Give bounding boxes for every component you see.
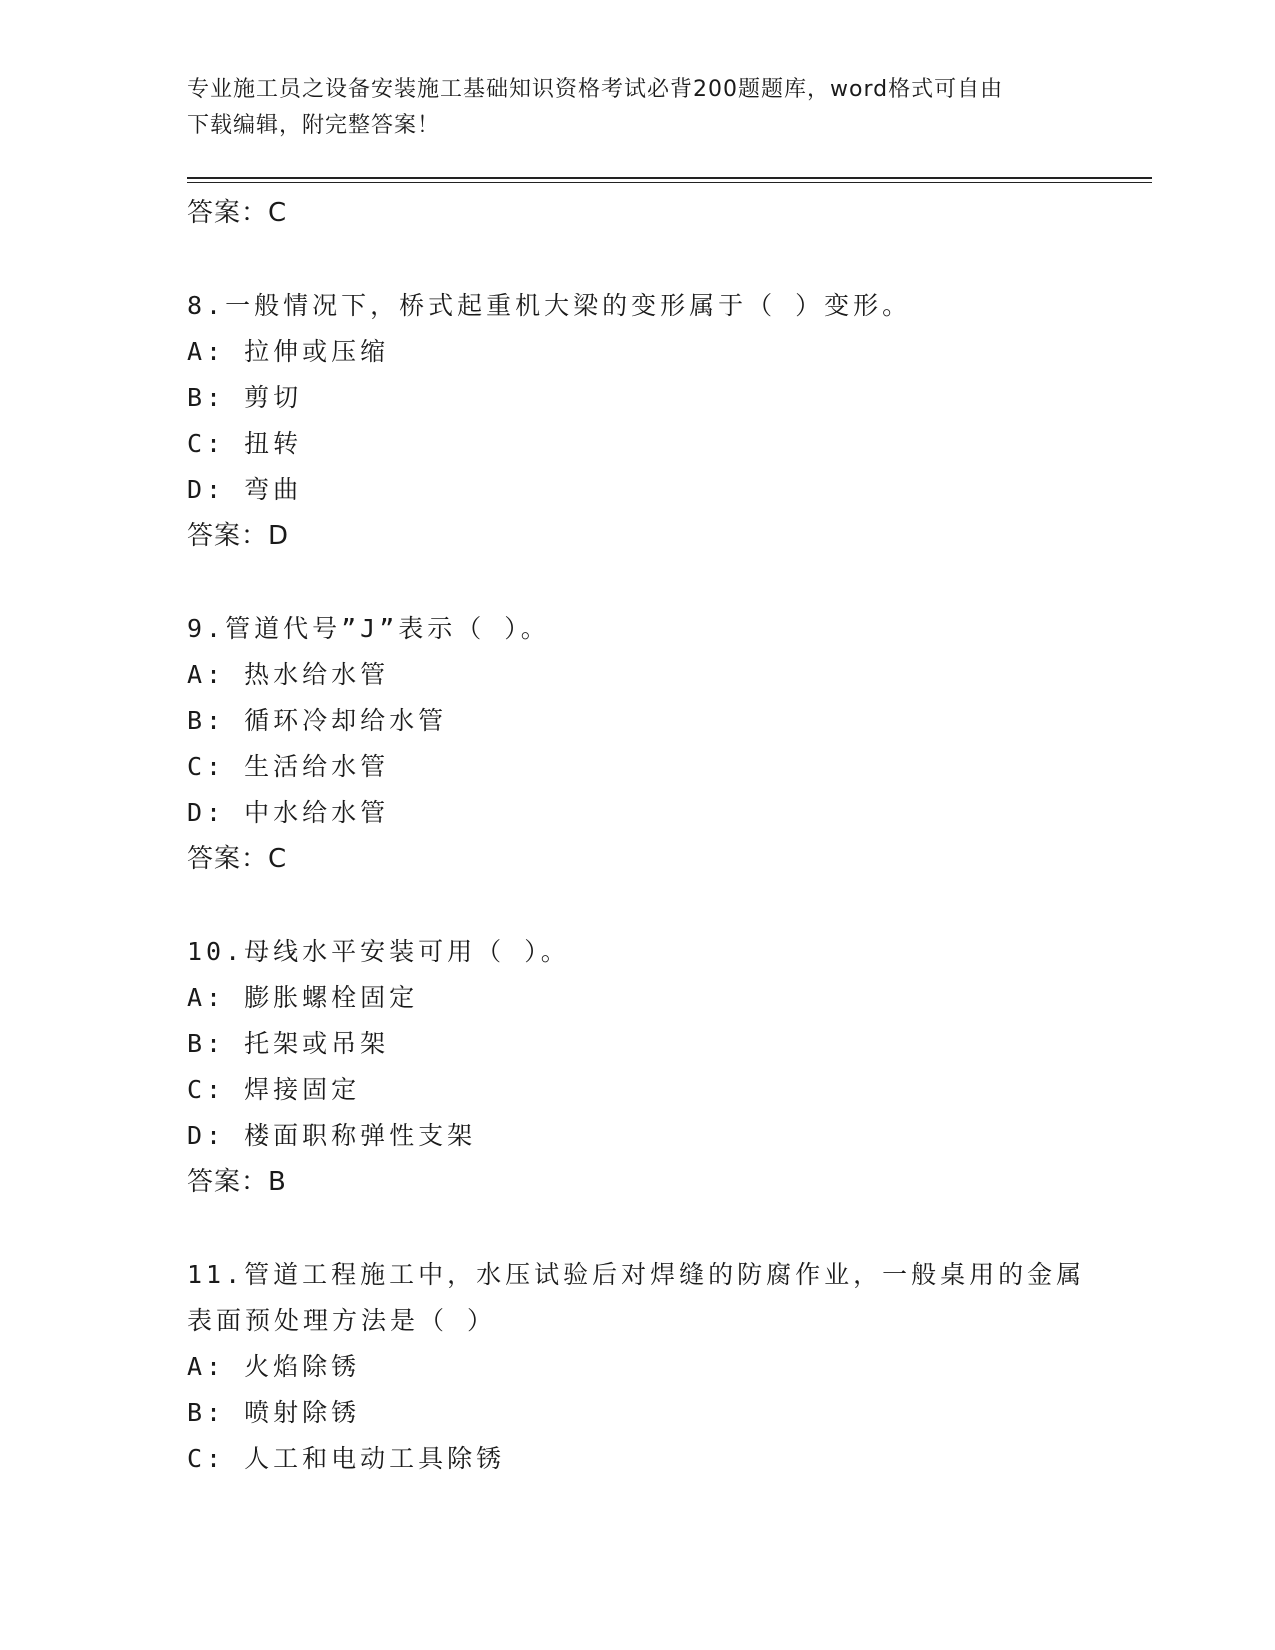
option-b: B: 托架或吊架 bbox=[187, 1029, 390, 1058]
option-c: C: 生活给水管 bbox=[187, 752, 390, 781]
answer-line: 答案：B bbox=[187, 1167, 287, 1197]
option-a: A: 膨胀螺栓固定 bbox=[187, 983, 419, 1012]
option-c: C: 焊接固定 bbox=[187, 1075, 361, 1104]
question-text: 9.管道代号”J”表示（ ）。 bbox=[187, 614, 550, 643]
option-b: B: 剪切 bbox=[187, 383, 303, 412]
document-header bbox=[187, 72, 1087, 144]
question-text-continued: 表面预处理方法是（ ） bbox=[187, 1306, 497, 1335]
option-b: B: 喷射除锈 bbox=[187, 1398, 361, 1427]
option-d: D: 弯曲 bbox=[187, 475, 303, 504]
question-text: 11.管道工程施工中，水压试验后对焊缝的防腐作业，一般桌用的金属 bbox=[187, 1260, 1086, 1289]
spacer bbox=[187, 559, 1152, 606]
question-list bbox=[187, 190, 1152, 1482]
question-text: 8.一般情况下，桥式起重机大梁的变形属于（ ）变形。 bbox=[187, 291, 912, 320]
option-a: A: 热水给水管 bbox=[187, 660, 390, 689]
header-line-2: 下载编辑，附完整答案！ bbox=[187, 113, 441, 138]
header-line-1: 专业施工员之设备安装施工基础知识资格考试必背200题题库，word格式可自由 bbox=[187, 77, 1004, 102]
header-divider-thick bbox=[187, 177, 1152, 179]
option-c: C: 人工和电动工具除锈 bbox=[187, 1444, 506, 1473]
spacer bbox=[187, 1205, 1152, 1252]
question-text: 10.母线水平安装可用（ ）。 bbox=[187, 937, 570, 966]
spacer bbox=[187, 236, 1152, 283]
answer-line: 答案：C bbox=[187, 844, 288, 874]
option-d: D: 中水给水管 bbox=[187, 798, 390, 827]
header-divider-thin bbox=[187, 182, 1152, 183]
answer-line: 答案：C bbox=[187, 198, 288, 228]
option-a: A: 拉伸或压缩 bbox=[187, 337, 390, 366]
answer-line: 答案：D bbox=[187, 521, 290, 551]
option-a: A: 火焰除锈 bbox=[187, 1352, 361, 1381]
option-c: C: 扭转 bbox=[187, 429, 303, 458]
option-b: B: 循环冷却给水管 bbox=[187, 706, 448, 735]
option-d: D: 楼面职称弹性支架 bbox=[187, 1121, 477, 1150]
spacer bbox=[187, 882, 1152, 929]
